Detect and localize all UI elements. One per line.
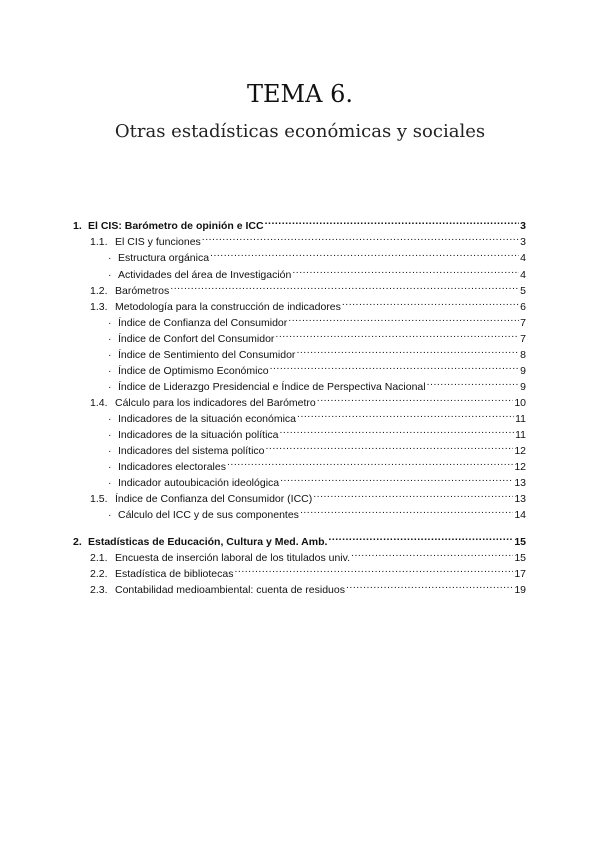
toc-page-number: 15 xyxy=(514,536,526,548)
toc-number: 2.3. xyxy=(90,584,108,596)
toc-label: El CIS: Barómetro de opinión e ICC xyxy=(88,220,264,232)
toc-label: Índice de Sentimiento del Consumidor xyxy=(118,349,296,361)
toc-leader xyxy=(297,406,514,422)
toc-label: Cálculo para los indicadores del Barómetro xyxy=(115,397,316,409)
toc-label: Actividades del área de Investigación xyxy=(118,269,292,281)
toc-page-number: 3 xyxy=(520,220,526,232)
toc-label: Estructura orgánica xyxy=(118,252,210,264)
toc-number: 1. xyxy=(73,220,82,232)
toc-page-number: 8 xyxy=(520,349,526,361)
toc-page-number: 13 xyxy=(514,477,526,489)
toc-entry-subsection[interactable] xyxy=(90,390,526,409)
toc-label: Cálculo del ICC y de sus componentes xyxy=(118,509,299,521)
toc-leader xyxy=(351,545,513,561)
toc-label: Índice de Optimismo Económico xyxy=(118,365,269,377)
toc-bullet: · xyxy=(108,477,112,489)
toc-page-number: 17 xyxy=(514,568,526,580)
toc-label: Indicadores de la situación política xyxy=(118,429,279,441)
toc-bullet: · xyxy=(108,333,112,345)
toc-leader xyxy=(292,262,519,278)
toc-label: Indicadores electorales xyxy=(118,461,226,473)
toc-entry-item[interactable] xyxy=(108,454,526,473)
toc-number: 1.3. xyxy=(90,301,108,313)
toc-bullet: · xyxy=(108,413,112,425)
toc-label: Estadística de bibliotecas xyxy=(115,568,234,580)
toc-bullet: · xyxy=(108,269,112,281)
toc-entry-item[interactable] xyxy=(108,422,526,441)
toc-page-number: 4 xyxy=(520,252,526,264)
toc-label: Contabilidad medioambiental: cuenta de residuos xyxy=(115,584,345,596)
toc-entry-subsection[interactable] xyxy=(90,577,526,596)
toc-leader xyxy=(270,358,520,374)
toc-number: 1.5. xyxy=(90,493,108,505)
toc-label: Índice de Liderazgo Presidencial e Índice de Perspectiva Nacional xyxy=(118,381,426,393)
toc-label: Indicadores del sistema político xyxy=(118,445,265,457)
toc-label: Metodología para la construcción de indicadores xyxy=(115,301,341,313)
toc-entry-item[interactable] xyxy=(108,502,526,521)
toc-entry-item[interactable] xyxy=(108,406,526,425)
toc-page-number: 7 xyxy=(520,333,526,345)
toc-leader xyxy=(265,213,520,229)
toc-entry-section[interactable] xyxy=(73,529,526,548)
toc-entry-item[interactable] xyxy=(108,245,526,264)
toc-entry-item[interactable] xyxy=(108,470,526,489)
toc-label: El CIS y funciones xyxy=(115,236,201,248)
toc-label: Estadísticas de Educación, Cultura y Med. Amb. xyxy=(88,536,328,548)
toc-bullet: · xyxy=(108,365,112,377)
toc-entry-subsection[interactable] xyxy=(90,294,526,313)
toc-number: 1.2. xyxy=(90,285,108,297)
toc-label: Encuesta de inserción laboral de los titulados univ. xyxy=(115,552,351,564)
toc-entry-section[interactable] xyxy=(73,213,526,232)
toc-page-number: 7 xyxy=(520,317,526,329)
toc-page-number: 4 xyxy=(520,269,526,281)
toc-leader xyxy=(317,390,514,406)
toc-page-number: 9 xyxy=(520,365,526,377)
toc-leader xyxy=(227,454,513,470)
toc-page-number: 11 xyxy=(515,413,526,425)
toc-bullet: · xyxy=(108,429,112,441)
toc-number: 2. xyxy=(73,536,82,548)
toc-page-number: 12 xyxy=(514,445,526,457)
toc-leader xyxy=(288,310,519,326)
toc-leader xyxy=(300,502,513,518)
toc-entry-subsection[interactable] xyxy=(90,561,526,580)
toc-page-number: 9 xyxy=(520,381,526,393)
toc-entry-item[interactable] xyxy=(108,326,526,345)
toc-entry-item[interactable] xyxy=(108,310,526,329)
toc-entry-item[interactable] xyxy=(108,262,526,281)
toc-bullet: · xyxy=(108,381,112,393)
toc-leader xyxy=(313,486,513,502)
toc-leader xyxy=(170,278,519,294)
toc-page-number: 13 xyxy=(514,493,526,505)
toc-entry-subsection[interactable] xyxy=(90,486,526,505)
toc-page-number: 12 xyxy=(514,461,526,473)
toc-page-number: 5 xyxy=(520,285,526,297)
toc-label: Indicadores de la situación económica xyxy=(118,413,297,425)
toc-page-number: 15 xyxy=(514,552,526,564)
toc-bullet: · xyxy=(108,509,112,521)
toc-entry-item[interactable] xyxy=(108,342,526,361)
toc-entry-item[interactable] xyxy=(108,438,526,457)
toc-label: Indicador autoubicación ideológica xyxy=(118,477,280,489)
toc-page-number: 10 xyxy=(514,397,526,409)
toc-bullet: · xyxy=(108,317,112,329)
toc-number: 2.2. xyxy=(90,568,108,580)
toc-leader xyxy=(296,342,519,358)
toc-bullet: · xyxy=(108,349,112,361)
toc-number: 1.1. xyxy=(90,236,108,248)
toc-leader xyxy=(266,438,514,454)
toc-entry-item[interactable] xyxy=(108,374,526,393)
toc-page-number: 11 xyxy=(515,429,526,441)
toc-label: Índice de Confianza del Consumidor xyxy=(118,317,288,329)
toc-page-number: 14 xyxy=(514,509,526,521)
toc-bullet: · xyxy=(108,445,112,457)
toc-leader xyxy=(234,561,513,577)
toc-page-number: 6 xyxy=(520,301,526,313)
toc-leader xyxy=(280,422,515,438)
toc-number: 1.4. xyxy=(90,397,108,409)
toc-entry-subsection[interactable] xyxy=(90,278,526,297)
toc-leader xyxy=(427,374,520,390)
toc-leader xyxy=(342,294,519,310)
toc-label: Índice de Confianza del Consumidor (ICC) xyxy=(115,493,313,505)
toc-bullet: · xyxy=(108,252,112,264)
toc-leader xyxy=(275,326,519,342)
document-title: TEMA 6. xyxy=(247,80,353,108)
toc-entry-subsection[interactable] xyxy=(90,229,526,248)
toc-entry-subsection[interactable] xyxy=(90,545,526,564)
document-subtitle: Otras estadísticas económicas y sociales xyxy=(114,121,486,142)
toc-entry-item[interactable] xyxy=(108,358,526,377)
toc-leader xyxy=(280,470,513,486)
toc-page-number: 19 xyxy=(514,584,526,596)
toc-leader xyxy=(346,577,513,593)
toc-leader xyxy=(210,245,519,261)
toc-bullet: · xyxy=(108,461,112,473)
toc-leader xyxy=(328,529,513,545)
toc-page-number: 3 xyxy=(520,236,526,248)
toc-label: Índice de Confort del Consumidor xyxy=(118,333,275,345)
toc-leader xyxy=(202,229,519,245)
toc-number: 2.1. xyxy=(90,552,108,564)
toc-label: Barómetros xyxy=(115,285,170,297)
